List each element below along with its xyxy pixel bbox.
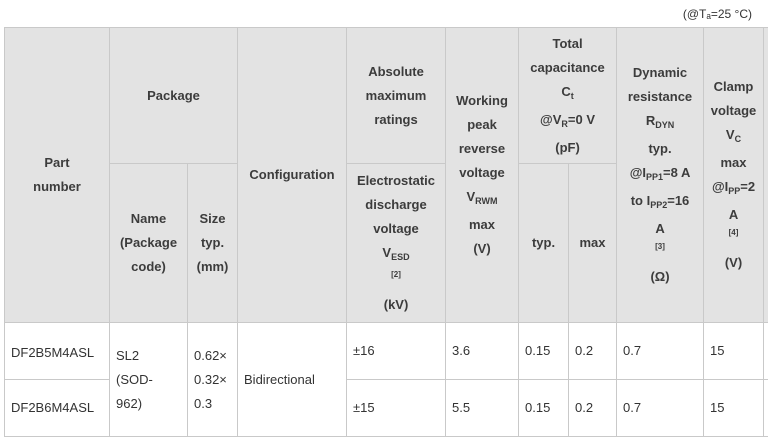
- rdyn-condition-2: to $I_{PP2}=16$: [630, 193, 690, 210]
- vrwm-value-cell: 3.6: [446, 323, 519, 380]
- part-number-cell[interactable]: DF2B6M4ASL: [5, 380, 110, 437]
- header-package-name: Name (Package code): [110, 164, 188, 323]
- cap-unit: (pF): [555, 139, 580, 155]
- esd-symbol: $V_{ESD}$: [382, 245, 410, 262]
- header-truncated-column: [764, 28, 768, 323]
- vc-value-cell: 15: [704, 380, 764, 437]
- rdyn-condition-3: A: [655, 221, 665, 236]
- cap-label: Total capacitance: [530, 35, 605, 75]
- esd-unit: (kV): [383, 297, 409, 312]
- header-cap-max: max: [569, 164, 617, 323]
- temperature-condition-note: (@Tₐ=25 °C): [682, 7, 752, 21]
- vc-max: max: [720, 155, 747, 170]
- vc-condition-2: A: [728, 207, 739, 222]
- rdyn-label: Dynamic resistance: [627, 65, 693, 104]
- rdyn-typ: typ.: [648, 141, 672, 156]
- cap-max-value-cell: 0.2: [569, 323, 617, 380]
- cap-symbol: $C_t$: [561, 83, 574, 101]
- vc-symbol: $V_C$: [725, 127, 742, 144]
- rdyn-unit: (Ω): [650, 269, 670, 284]
- vrwm-label: Working peak reverse voltage: [456, 93, 508, 180]
- header-esd-voltage: [347, 164, 446, 323]
- esd-footnote: [2]: [391, 270, 401, 279]
- rdyn-footnote: [3]: [655, 242, 665, 251]
- vc-unit: (V): [724, 255, 743, 270]
- esd-value-cell: ±16: [347, 323, 446, 380]
- vc-condition: $@I_{PP}=2$: [711, 179, 756, 196]
- table-row: [5, 323, 768, 380]
- rdyn-value-cell: 0.7: [617, 323, 704, 380]
- cap-max-value-cell: 0.2: [569, 380, 617, 437]
- vrwm-symbol: $V_{RWM}$: [466, 189, 498, 206]
- header-cap-typ: typ.: [519, 164, 569, 323]
- truncated-cell: [764, 323, 768, 380]
- header-configuration: Configuration: [238, 28, 347, 323]
- vc-label: Clamp voltage: [710, 79, 757, 118]
- configuration-cell: Bidirectional: [238, 323, 347, 437]
- cap-typ-value-cell: 0.15: [519, 323, 569, 380]
- header-part-number: Part number: [5, 28, 110, 323]
- header-total-capacitance: [519, 28, 617, 164]
- package-name-cell: SL2 (SOD-962): [110, 323, 188, 437]
- header-clamp-voltage: [704, 28, 764, 323]
- rdyn-symbol: $R_{DYN}$: [645, 113, 675, 130]
- rdyn-value-cell: 0.7: [617, 380, 704, 437]
- cap-condition: $@V_R=0$ V: [540, 111, 595, 129]
- vrwm-value-cell: 5.5: [446, 380, 519, 437]
- vc-value-cell: 15: [704, 323, 764, 380]
- rdyn-condition-1: $@I_{PP1}=8$ A: [629, 165, 691, 182]
- esd-value-cell: ±15: [347, 380, 446, 437]
- cap-typ-value-cell: 0.15: [519, 380, 569, 437]
- header-package-size: Size typ. (mm): [188, 164, 238, 323]
- vrwm-unit: (V): [473, 241, 491, 256]
- part-number-cell[interactable]: DF2B5M4ASL: [5, 323, 110, 380]
- header-package: Package: [110, 28, 238, 164]
- header-working-peak-reverse-voltage: [446, 28, 519, 323]
- header-absolute-max-ratings: Absolute maximum ratings: [347, 28, 446, 164]
- spec-table: [4, 27, 768, 437]
- vc-footnote: [4]: [728, 228, 739, 237]
- package-size-cell: 0.62× 0.32× 0.3: [188, 323, 238, 437]
- esd-label: Electrostatic discharge voltage: [356, 173, 436, 236]
- truncated-cell: [764, 380, 768, 437]
- vrwm-max: max: [469, 217, 496, 232]
- header-dynamic-resistance: [617, 28, 704, 323]
